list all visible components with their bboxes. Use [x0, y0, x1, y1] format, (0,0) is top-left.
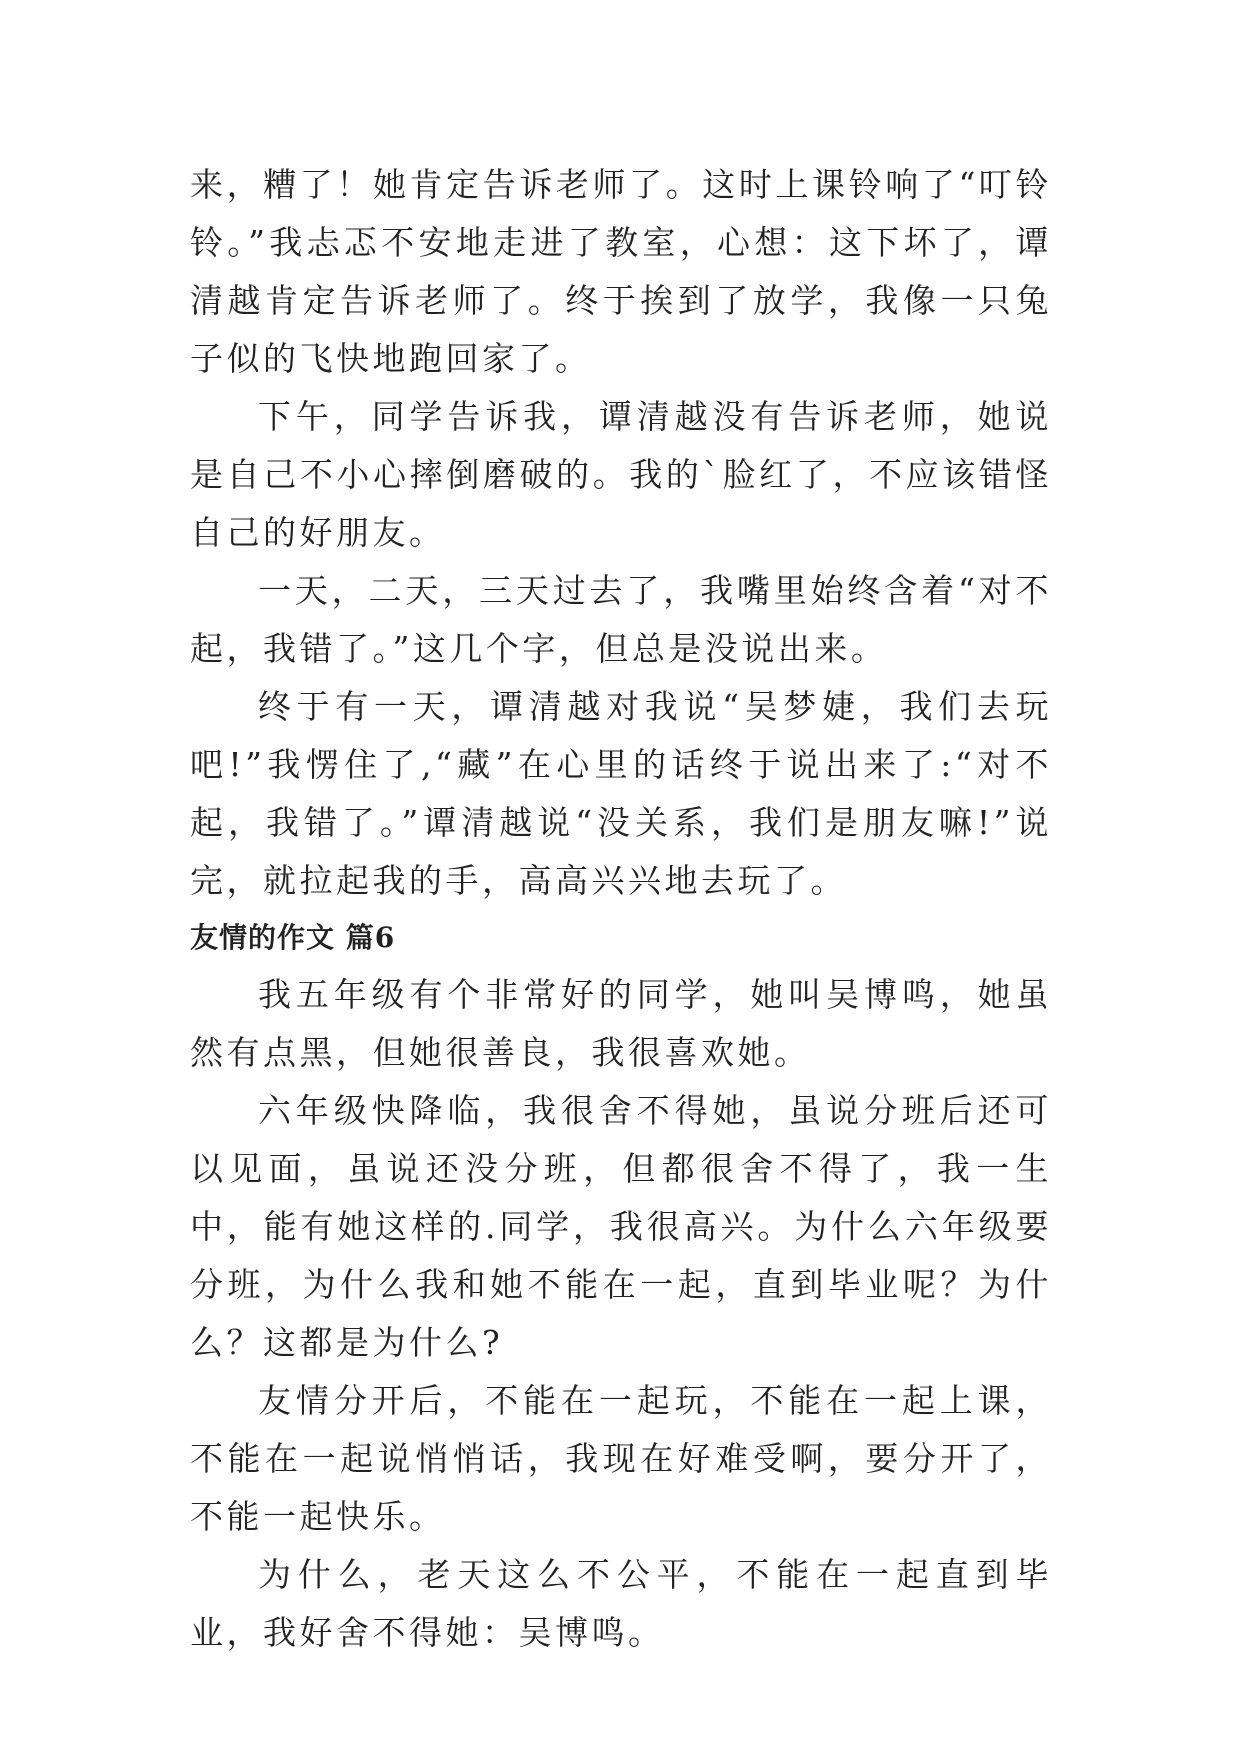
- paragraph: 终于有一天，谭清越对我说“吴梦婕，我们去玩吧!”我愣住了,“藏”在心里的话终于说出来了:“对不起，我错了。”谭清越说“没关系，我们是朋友嘛!”说完，就拉起我的手，高高兴兴地去玩了。: [190, 687, 1052, 900]
- document-page: [190, 156, 1052, 1662]
- paragraph: 为什么，老天这么不公平，不能在一起直到毕业，我好舍不得她：吴博鸣。: [190, 1555, 1052, 1652]
- paragraph-continuation: 来，糟了！她肯定告诉老师了。这时上课铃响了“叮铃铃。”我忐忑不安地走进了教室，心想：这下坏了，谭清越肯定告诉老师了。终于挨到了放学，我像一只兔子似的飞快地跑回家了。: [190, 165, 1052, 378]
- section-heading: 友情的作文 篇6: [190, 921, 396, 954]
- paragraph: 我五年级有个非常好的同学，她叫吴博鸣，她虽然有点黑，但她很善良，我很喜欢她。: [190, 975, 1052, 1072]
- paragraph: 一天，二天，三天过去了，我嘴里始终含着“对不起，我错了。”这几个字，但总是没说出来。: [190, 571, 1052, 668]
- paragraph: 六年级快降临，我很舍不得她，虽说分班后还可以见面，虽说还没分班，但都很舍不得了，我一生中，能有她这样的.同学，我很高兴。为什么六年级要分班，为什么我和她不能在一起，直到毕业呢？为什么？这都是为什么?: [190, 1091, 1052, 1362]
- paragraph: 友情分开后，不能在一起玩，不能在一起上课，不能在一起说悄悄话，我现在好难受啊，要分开了，不能一起快乐。: [190, 1381, 1052, 1536]
- paragraph: 下午，同学告诉我，谭清越没有告诉老师，她说是自己不小心摔倒磨破的。我的`脸红了，不应该错怪自己的好朋友。: [190, 397, 1052, 552]
